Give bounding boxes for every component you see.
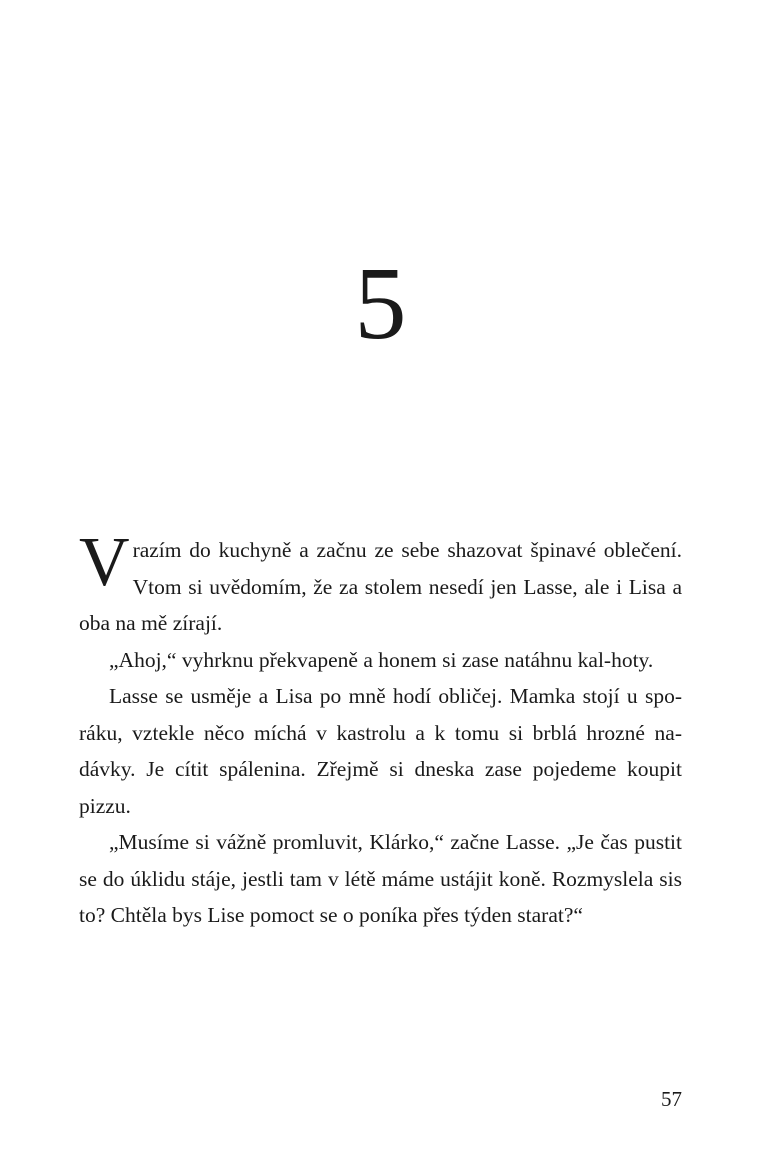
paragraph-3: Lasse se usměje a Lisa po mně hodí obličej. Mamka stojí u spo-ráku, vztekle něco míchá v kastrolu a k tomu si brblá hrozné na-dávky. Je cítit spálenina. Zřejmě si dneska zase pojedeme koupit pizzu. xyxy=(79,684,682,818)
chapter-body-text xyxy=(79,524,682,934)
paragraph-4: „Musíme si vážně promluvit, Klárko,“ začne Lasse. „Je čas pustit se do úklidu stáje, jestli tam v létě máme ustájit koně. Rozmyslela sis to? Chtěla bys Lise pomoct se o poníka přes týden starat?“ xyxy=(79,830,682,927)
paragraph-1-text: razím do kuchyně a začnu ze sebe shazovat špinavé oblečení. Vtom si uvědomím, že za stolem nesedí jen Lasse, ale i Lisa a oba na mě zírají. xyxy=(79,538,682,635)
paragraph-1 xyxy=(79,524,682,642)
drop-cap-letter: V xyxy=(79,524,130,601)
chapter-number: 5 xyxy=(354,246,407,361)
page-number: 57 xyxy=(661,1087,682,1111)
paragraph-2: „Ahoj,“ vyhrknu překvapeně a honem si zase natáhnu kal-hoty. xyxy=(109,647,654,672)
